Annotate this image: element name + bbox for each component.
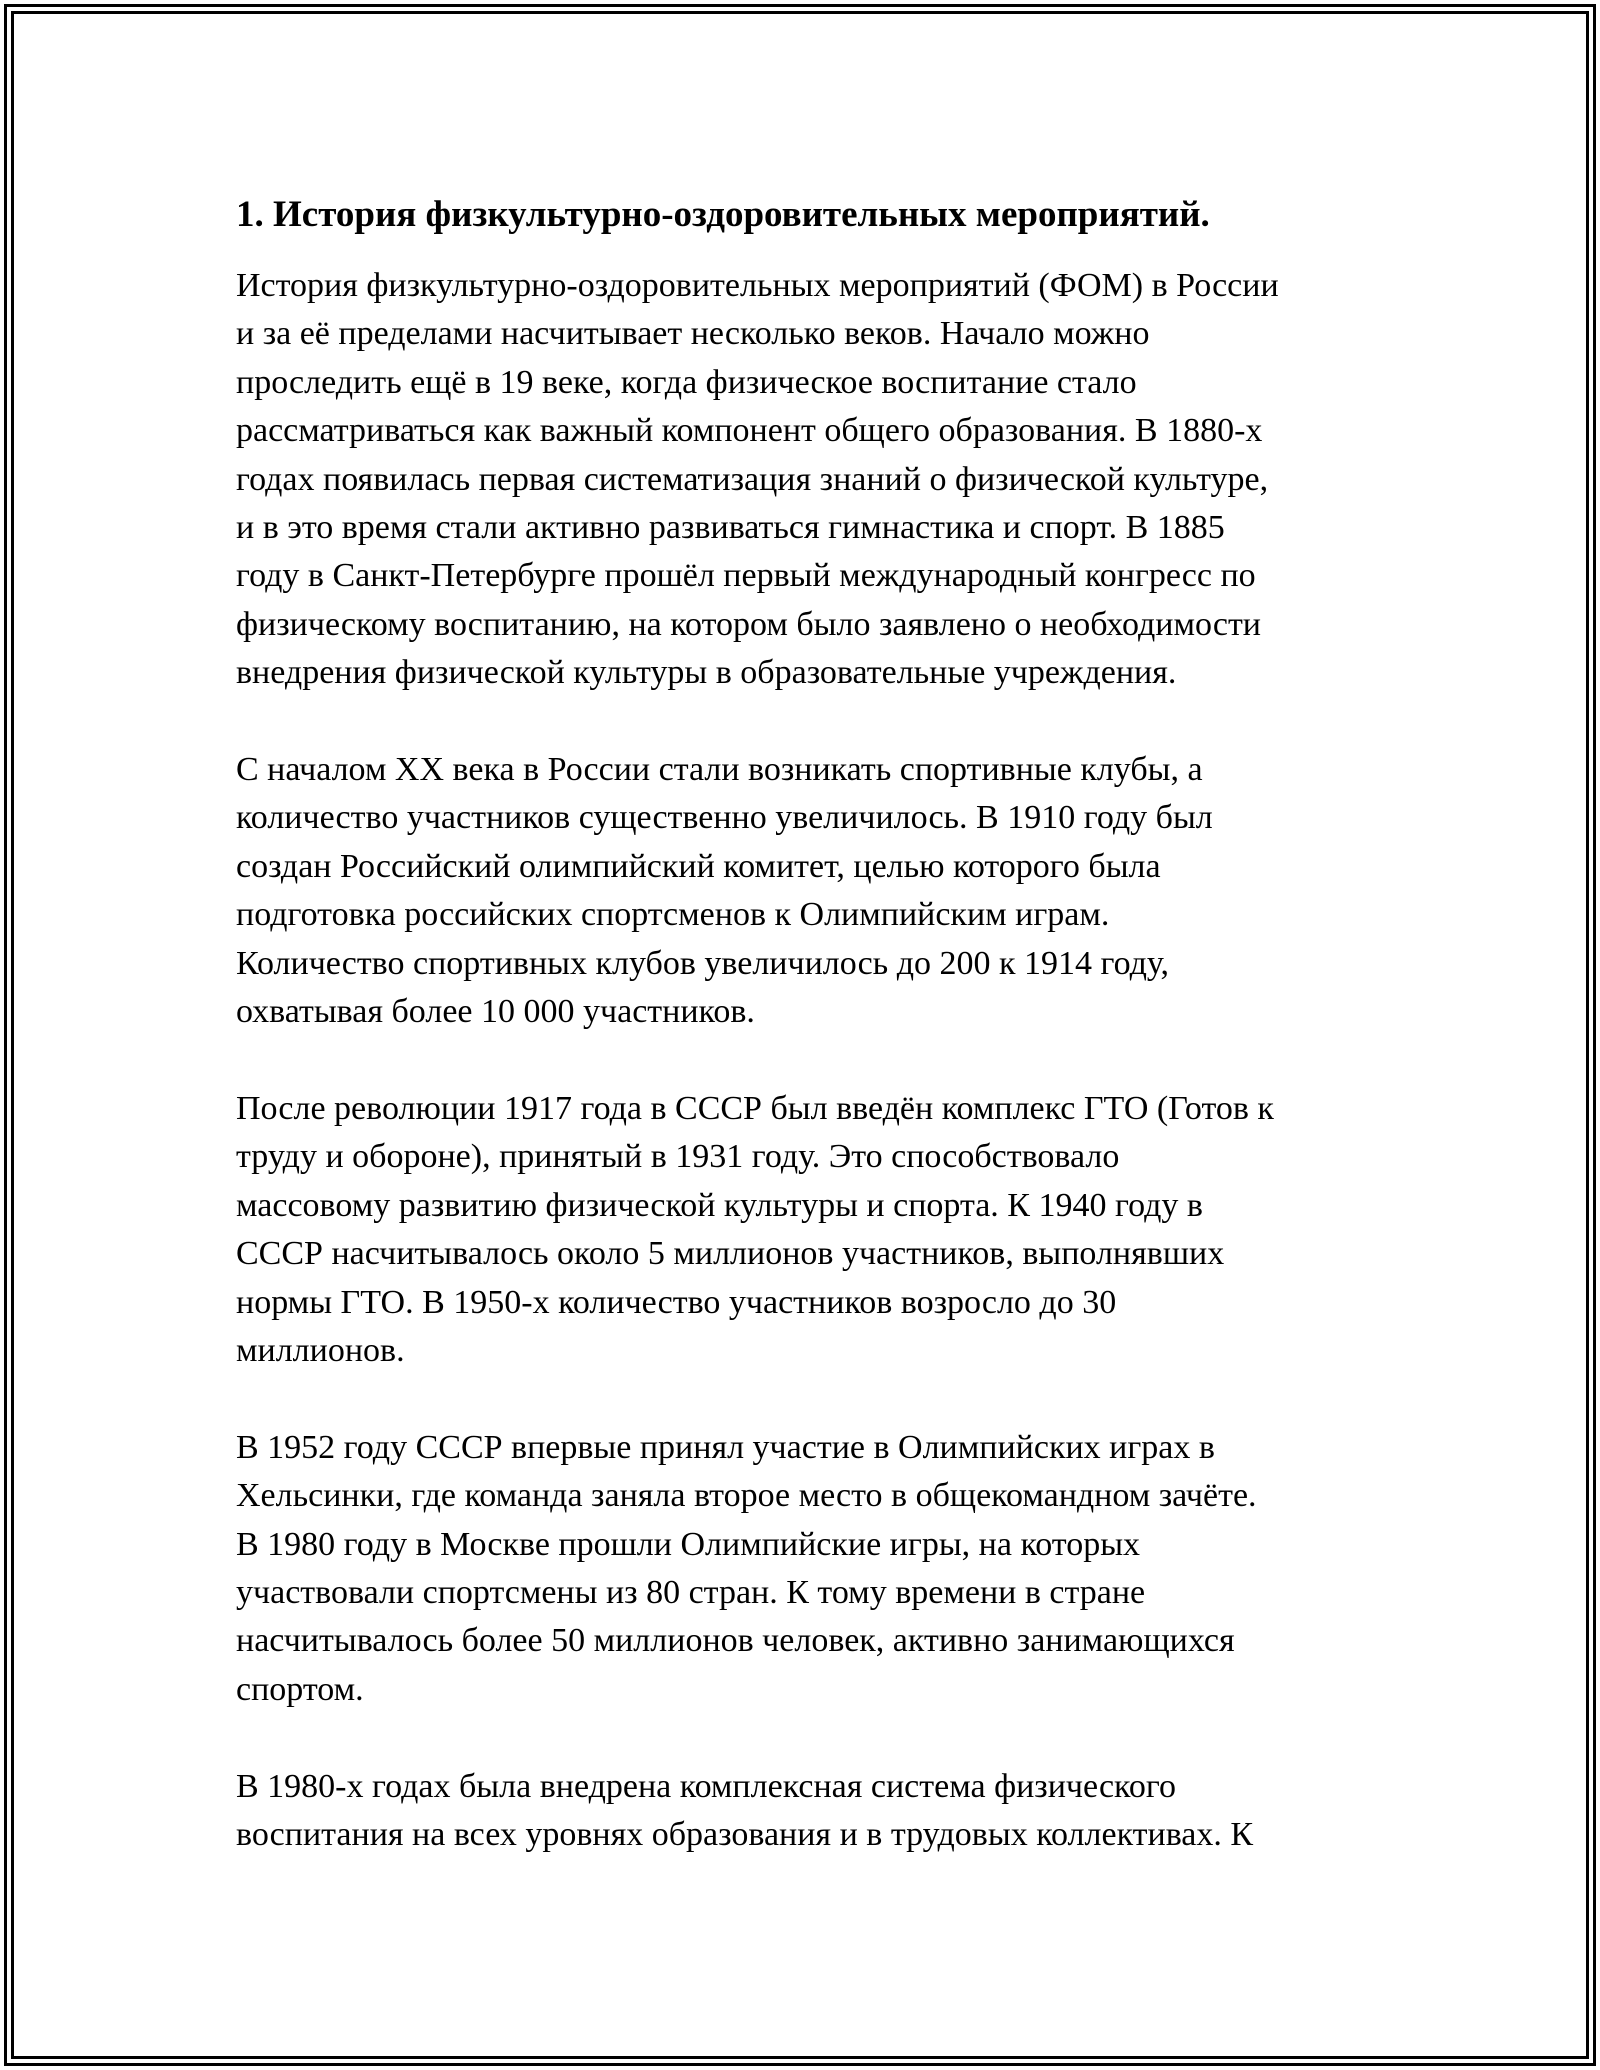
paragraph-1 [236,262,1376,698]
paragraph-5 [236,1763,1376,1860]
paragraph-line: и в это время стали активно развиваться гимнастика и спорт. В 1885 [236,509,1225,547]
paragraph-line: количество участников существенно увеличилось. В 1910 году был [236,799,1213,837]
paragraph-line: внедрения физической культуры в образовательные учреждения. [236,654,1177,692]
paragraph-line: С началом XX века в России стали возникать спортивные клубы, а [236,751,1203,789]
paragraph-line: В 1952 году СССР впервые принял участие в Олимпийских играх в [236,1428,1215,1466]
paragraph-line: годах появилась первая систематизация знаний о физической культуре, [236,460,1269,498]
document-body [236,190,1376,1908]
paragraph-line: нормы ГТО. В 1950-х количество участников возросло до 30 [236,1283,1117,1321]
paragraph-line: СССР насчитывалось около 5 миллионов участников, выполнявших [236,1235,1225,1273]
paragraph-line: воспитания на всех уровнях образования и в трудовых коллективах. К [236,1815,1254,1853]
paragraph-line: участвовали спортсмены из 80 стран. К тому времени в стране [236,1573,1146,1611]
paragraph-line: году в Санкт-Петербурге прошёл первый международный конгресс по [236,557,1256,595]
paragraph-line: спортом. [236,1670,364,1708]
paragraph-line: труду и обороне), принятый в 1931 году. Это способствовало [236,1138,1120,1176]
paragraph-line: охватывая более 10 000 участников. [236,993,755,1031]
section-heading: 1. История физкультурно-оздоровительных мероприятий. [236,194,1210,235]
paragraph-line: В 1980-х годах была внедрена комплексная система физического [236,1767,1176,1805]
paragraph-4 [236,1424,1376,1714]
paragraph-line: создан Российский олимпийский комитет, целью которого была [236,847,1161,885]
paragraph-line: История физкультурно-оздоровительных мероприятий (ФОМ) в России [236,267,1279,304]
paragraph-line: Хельсинки, где команда заняла второе место в общекомандном зачёте. [236,1477,1257,1515]
paragraph-line: После революции 1917 года в СССР был введён комплекс ГТО (Готов к [236,1089,1274,1127]
paragraph-line: массовому развитию физической культуры и спорта. К 1940 году в [236,1186,1203,1224]
paragraph-line: физическому воспитанию, на котором было заявлено о необходимости [236,605,1261,643]
paragraph-line: проследить ещё в 19 веке, когда физическое воспитание стало [236,363,1137,401]
paragraph-line: подготовка российских спортсменов к Олимпийским играм. [236,896,1110,934]
paragraph-line: насчитывалось более 50 миллионов человек, активно занимающихся [236,1622,1235,1660]
paragraph-line: рассматриваться как важный компонент общего образования. В 1880-х [236,412,1263,450]
paragraph-line: В 1980 году в Москве прошли Олимпийские игры, на которых [236,1525,1141,1563]
paragraph-line: Количество спортивных клубов увеличилось до 200 к 1914 году, [236,944,1170,982]
paragraph-line: миллионов. [236,1331,405,1369]
paragraph-2 [236,746,1376,1036]
paragraph-line: и за её пределами насчитывает несколько веков. Начало можно [236,315,1150,353]
paragraph-3 [236,1085,1376,1375]
